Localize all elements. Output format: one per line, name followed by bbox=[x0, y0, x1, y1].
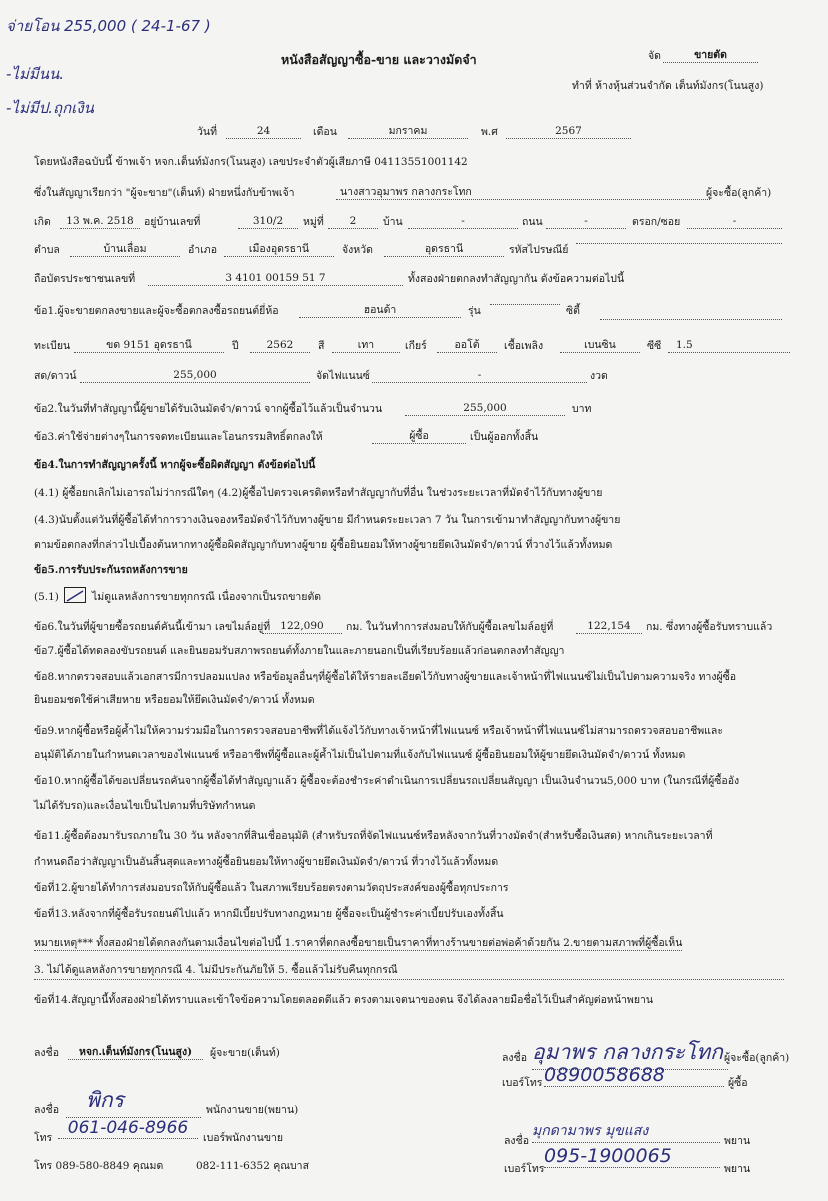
clause3-end: เป็นผู้ออกทั้งสิ้น bbox=[470, 431, 539, 443]
witness-phone-label: เบอร์โทร bbox=[504, 1163, 545, 1175]
village-label: บ้าน bbox=[383, 216, 403, 228]
province: อุดรธานี bbox=[384, 243, 504, 257]
fuel: เบนซิน bbox=[560, 339, 640, 353]
moo-label: หมู่ที่ bbox=[303, 216, 324, 228]
id-label: ถือบัตรประชาชนเลขที่ bbox=[34, 273, 136, 285]
clause9b: อนุมัติได้ภายในกำหนดเวลาของไฟแนนซ์ หรืออาชีพที่ผู้ซื้อและผู้ค้ำไม่เป็นไปตามที่แจ้งกับไฟแนนซ์ ผู้ซื้อยินยอมให้ผู้ขายยึดเงินมัดจำ/ดาวน์ ทั้งหมด bbox=[34, 749, 686, 761]
handwritten-paid-note: จ่ายโอน 255,000 ( 24-1-67 ) bbox=[6, 17, 211, 35]
mileage-delivery: 122,154 bbox=[576, 620, 642, 634]
clause10b: ไม่ได้รับรถ)และเงื่อนไขเป็นไปตามที่บริษัทกำหนด bbox=[34, 800, 256, 812]
witness-signature: มุกดามาพร มุขแสง bbox=[532, 1120, 720, 1143]
province-label: จังหวัด bbox=[342, 244, 373, 256]
clause8a: ข้อ8.หากตรวจสอบแล้วเอกสารมีการปลอมแปลง หรือข้อมูลอื่นๆที่ผู้ซื้อได้ให้รายละเอียดไว้กับทางผู้ขายและเจ้าหน้าที่ไฟแนนซ์ไม่เป็นไปตามความจริง ทางผู้ซื้อ bbox=[34, 671, 737, 683]
clause2-unit: บาท bbox=[572, 403, 592, 415]
agree-text: ทั้งสองฝ่ายตกลงทำสัญญากัน ดังข้อความต่อไปนี้ bbox=[408, 273, 625, 285]
paint-label: สี bbox=[318, 340, 325, 352]
plate-label: ทะเบียน bbox=[34, 340, 71, 352]
subdistrict: บ้านเลื่อม bbox=[70, 243, 180, 257]
clause5-1-num: (5.1) bbox=[34, 591, 59, 603]
postal-label: รหัสไปรษณีย์ bbox=[509, 244, 569, 256]
district: เมืองอุดรธานี bbox=[224, 243, 334, 257]
made-at: ทำที่ ห้างหุ้นส่วนจำกัด เต็นท์มังกร(โนนสูง) bbox=[572, 80, 764, 92]
model-line bbox=[600, 319, 782, 320]
clause12: ข้อที่12.ผู้ขายได้ทำการส่งมอบรถให้กับผู้ซื้อแล้ว ในสภาพเรียบร้อยตรงตามวัตถุประสงค์ของผู้ซื้อทุกประการ bbox=[34, 882, 509, 894]
id-number: 3 4101 00159 51 7 bbox=[148, 272, 403, 286]
cc: 1.5 bbox=[668, 339, 790, 353]
clause4-title: ข้อ4.ในการทำสัญญาครั้งนี้ หากผู้จะซื้อผิดสัญญา ดังข้อต่อไปนี้ bbox=[34, 459, 316, 471]
car-year-label: ปี bbox=[232, 340, 239, 352]
down-label: สด/ดาวน์ bbox=[34, 370, 77, 382]
model-label: รุ่น bbox=[468, 305, 481, 317]
moo: 2 bbox=[328, 215, 378, 229]
village: - bbox=[408, 215, 518, 229]
gear: ออโต้ bbox=[437, 339, 497, 353]
staff-sign-label: ลงชื่อ bbox=[34, 1104, 59, 1116]
buyer-label: ผู้จะซื้อ(ลูกค้า) bbox=[706, 187, 772, 199]
clause1-label: ข้อ1.ผู้จะขายตกลงขายและผู้จะซื้อตกลงซื้อรถยนต์ยี่ห้อ bbox=[34, 305, 279, 317]
postal-code bbox=[576, 243, 782, 244]
clause14: ข้อที่14.สัญญานี้ทั้งสองฝ่ายได้ทราบและเข้าใจข้อความโดยตลอดดีแล้ว ตรงตามเจตนาของตน จึงได้ลงลายมือชื่อไว้เป็นสำคัญต่อหน้าพยาน bbox=[34, 994, 654, 1006]
witness-sign-label: ลงชื่อ bbox=[504, 1135, 529, 1147]
road-label: ถนน bbox=[522, 216, 543, 228]
born-label: เกิด bbox=[34, 216, 51, 228]
seller-phrase: ซึ่งในสัญญาเรียกว่า "ผู้จะขาย"(เต็นท์) ฝ่ายหนึ่งกับข้าพเจ้า bbox=[34, 187, 295, 199]
date-day: 24 bbox=[226, 125, 301, 139]
date-month-label: เดือน bbox=[313, 126, 337, 138]
document-title: หนังสือสัญญาซื้อ-ขาย และวางมัดจำ bbox=[281, 52, 477, 67]
clause3-party: ผู้ซื้อ bbox=[372, 430, 466, 444]
remark-line2: 3. ไม่ได้ดูแลหลังการขายทุกกรณี 4. ไม่มีประกันภัยให้ 5. ซื้อแล้วไม่รับคืนทุกกรณี bbox=[34, 964, 398, 976]
clause6-text: ข้อ6.ในวันที่ผู้ขายซื้อรถยนต์คันนี้เข้ามา เลขไมล์อยู่ที่ bbox=[34, 621, 271, 633]
seller-sign-name: หจก.เต็นท์มังกร(โนนสูง) bbox=[68, 1046, 203, 1060]
witness-phone: 095-1900065 bbox=[544, 1145, 720, 1168]
clause6-mid: กม. ในวันทำการส่งมอบให้กับผู้ซื้อเลขไมล์อยู่ที่ bbox=[346, 621, 554, 633]
clause4-3a: (4.3)นับตั้งแต่วันที่ผู้ซื้อได้ทำการวางเงินจองหรือมัดจำไว้กับทางผู้ขาย มีกำหนดระยะเวลา 7 วัน ในการเข้ามาทำสัญญากับทางผู้ขาย bbox=[34, 514, 621, 526]
clause7: ข้อ7.ผู้ซื้อได้ทดลองขับรถยนต์ และยินยอมรับสภาพรถยนต์ทั้งภายในและภายนอกเป็นที่เรียบร้อยแล้วก่อนตกลงทำสัญญา bbox=[34, 645, 565, 657]
check-mark-icon bbox=[65, 589, 85, 603]
buyer-signature: อุมาพร กลางกระโทก bbox=[532, 1036, 728, 1070]
buyer-sign-role: ผู้จะซื้อ(ลูกค้า) bbox=[724, 1052, 790, 1064]
clause4-1: (4.1) ผู้ซื้อยกเลิกไม่เอารถไม่ว่ากรณีใดๆ (4.2)ผู้ซื้อไปตรวจเครดิตหรือทำสัญญากับที่อื่น ในช่วงระยะเวลาที่มัดจำไว้กับทางผู้ขาย bbox=[34, 487, 603, 499]
footer-contact-right: 082-111-6352 คุณบาส bbox=[196, 1160, 309, 1172]
clause11a: ข้อ11.ผู้ซื้อต้องมารับรถภายใน 30 วัน หลังจากที่สินเชื่ออนุมัติ (สำหรับรถที่จัดไฟแนนซ์หรือหลังจากวันที่วางมัดจำ(สำหรับซื้อเงินสด) หากเกินระยะเวลาที่ bbox=[34, 830, 713, 842]
car-brand: ฮอนด้า bbox=[299, 304, 461, 318]
buyer-sign-label: ลงชื่อ bbox=[502, 1052, 527, 1064]
staff-signature: พิกร bbox=[66, 1084, 201, 1118]
witness-role: พยาน bbox=[724, 1135, 751, 1147]
car-model bbox=[490, 304, 560, 305]
remark-line1: หมายเหตุ*** ทั้งสองฝ่ายได้ตกลงกันตามเงื่อนไขต่อไปนี้ 1.ราคาที่ตกลงซื้อขายเป็นราคาที่ทางร้านขายต่อพ่อค้าด้วยกัน 2.ขายตามสภาพที่ผู้ซื้อเห็น bbox=[34, 937, 682, 951]
staff-tel-label: โทร bbox=[34, 1132, 53, 1144]
staff-phone-role: เบอร์พนักงานขาย bbox=[203, 1132, 284, 1144]
clause10a: ข้อ10.หากผู้ซื้อได้ขอเปลี่ยนรถคันจากผู้ซื้อได้ทำสัญญาแล้ว ผู้ซื้อจะต้องชำระค่าดำเนินการเปลี่ยนรถเปลี่ยนสัญญา เป็นเงินจำนวน5,000 บาท (ในกรณีที่ผู้ซื้ออัง bbox=[34, 775, 740, 787]
plate: ขด 9151 อุดรธานี bbox=[74, 339, 224, 353]
car-year: 2562 bbox=[250, 339, 310, 353]
installment-label: งวด bbox=[590, 370, 608, 382]
clause6-end: กม. ซึ่งทางผู้ซื้อรับทราบแล้ว bbox=[646, 621, 773, 633]
remark-underline bbox=[34, 979, 784, 980]
date-month: มกราคม bbox=[348, 125, 468, 139]
clause5-title: ข้อ5.การรับประกันรถหลังการขาย bbox=[34, 564, 188, 576]
subdistrict-label: ตำบล bbox=[34, 244, 60, 256]
mileage-purchase: 122,090 bbox=[262, 620, 342, 634]
date-year-label: พ.ศ bbox=[481, 126, 498, 138]
model-name: ซิตี้ bbox=[566, 305, 580, 317]
location-value: ขายตัด bbox=[663, 49, 758, 63]
witness-phone-role: พยาน bbox=[724, 1163, 751, 1175]
down-payment: 255,000 bbox=[80, 369, 310, 383]
clause2-amount: 255,000 bbox=[405, 402, 565, 416]
buyer-phone: 0890058688 bbox=[544, 1064, 724, 1087]
handwritten-no-tax-note: -ไม่มีนน. bbox=[6, 65, 65, 83]
staff-phone: 061-046-8966 bbox=[58, 1118, 198, 1139]
clause8b: ยินยอมชดใช้ค่าเสียหาย หรือยอมให้ยึดเงินมัดจำ/ดาวน์ ทั้งหมด bbox=[34, 694, 315, 706]
finance: - bbox=[372, 369, 587, 383]
intro-text: โดยหนังสือฉบับนี้ ข้าพเจ้า หจก.เต็นท์มังกร(โนนสูง) เลขประจำตัวผู้เสียภาษี 04113551001142 bbox=[34, 156, 468, 168]
soi: - bbox=[687, 215, 782, 229]
seller-role: ผู้จะขาย(เต็นท์) bbox=[210, 1047, 280, 1059]
clause11b: กำหนดถือว่าสัญญาเป็นอันสิ้นสุดและทางผู้ซื้อยินยอมให้ทางผู้ขายยึดเงินมัดจำ/ดาวน์ ที่วางไว้แล้วทั้งหมด bbox=[34, 856, 499, 868]
clause4-3b: ตามข้อตกลงที่กล่าวไปเบื้องต้นหากทางผู้ซื้อผิดสัญญากับทางผู้ขาย ผู้ซื้อยินยอมให้ทางผู้ขายยึดเงินมัดจำ/ดาวน์ ที่วางไว้แล้วทั้งหมด bbox=[34, 539, 613, 551]
clause5-1-text: ไม่ดูแลหลังการขายทุกกรณี เนื่องจากเป็นรถขายตัด bbox=[92, 591, 322, 603]
staff-role: พนักงานขาย(พยาน) bbox=[206, 1104, 299, 1116]
location-label: จัด bbox=[648, 50, 661, 62]
finance-label: จัดไฟแนนซ์ bbox=[316, 370, 370, 382]
seller-sign-label: ลงชื่อ bbox=[34, 1047, 59, 1059]
house-no: 310/2 bbox=[238, 215, 298, 229]
buyer-phone-role: ผู้ซื้อ bbox=[728, 1077, 748, 1089]
district-label: อำเภอ bbox=[188, 244, 218, 256]
cc-label: ซีซี bbox=[647, 340, 662, 352]
gear-label: เกียร์ bbox=[405, 340, 427, 352]
footer-contact-left: โทร 089-580-8849 คุณมด bbox=[34, 1160, 164, 1172]
buyer-name: นางสาวอุมาพร กลางกระโทก bbox=[336, 186, 710, 200]
paint: เทา bbox=[332, 339, 400, 353]
road: - bbox=[546, 215, 626, 229]
born-date: 13 พ.ค. 2518 bbox=[60, 215, 140, 229]
clause2-text: ข้อ2.ในวันที่ทำสัญญานี้ผู้ขายได้รับเงินมัดจำ/ดาวน์ จากผู้ซื้อไว้แล้วเป็นจำนวน bbox=[34, 403, 383, 415]
handwritten-no-insurance-note: -ไม่มีป.ถุกเงิน bbox=[6, 99, 94, 117]
clause9a: ข้อ9.หากผู้ซื้อหรือผู้ค้ำไม่ให้ความร่วมมือในการตรวจสอบอาชีพที่ได้แจ้งไว้กับทางเจ้าหน้าที่ไฟแนนซ์ หรือเจ้าหน้าที่ไฟแนนซ์ไม่สามารถตรวจสอบอาชีพและ bbox=[34, 725, 723, 737]
fuel-label: เชื้อเพลิง bbox=[504, 340, 544, 352]
soi-label: ตรอก/ซอย bbox=[632, 216, 681, 228]
date-year: 2567 bbox=[506, 125, 631, 139]
date-day-label: วันที่ bbox=[197, 126, 217, 138]
house-no-label: อยู่บ้านเลขที่ bbox=[144, 216, 201, 228]
clause3-text: ข้อ3.ค่าใช้จ่ายต่างๆในการจดทะเบียนและโอนกรรมสิทธิ์ตกลงให้ bbox=[34, 431, 323, 443]
checkbox-no-aftersale[interactable] bbox=[64, 587, 86, 603]
clause13: ข้อที่13.หลังจากที่ผู้ซื้อรับรถยนต์ไปแล้ว หากมีเบี้ยปรับทางกฎหมาย ผู้ซื้อจะเป็นผู้ชำระค่าเบี้ยปรับเองทั้งสิ้น bbox=[34, 908, 504, 920]
buyer-phone-label: เบอร์โทร bbox=[502, 1077, 543, 1089]
